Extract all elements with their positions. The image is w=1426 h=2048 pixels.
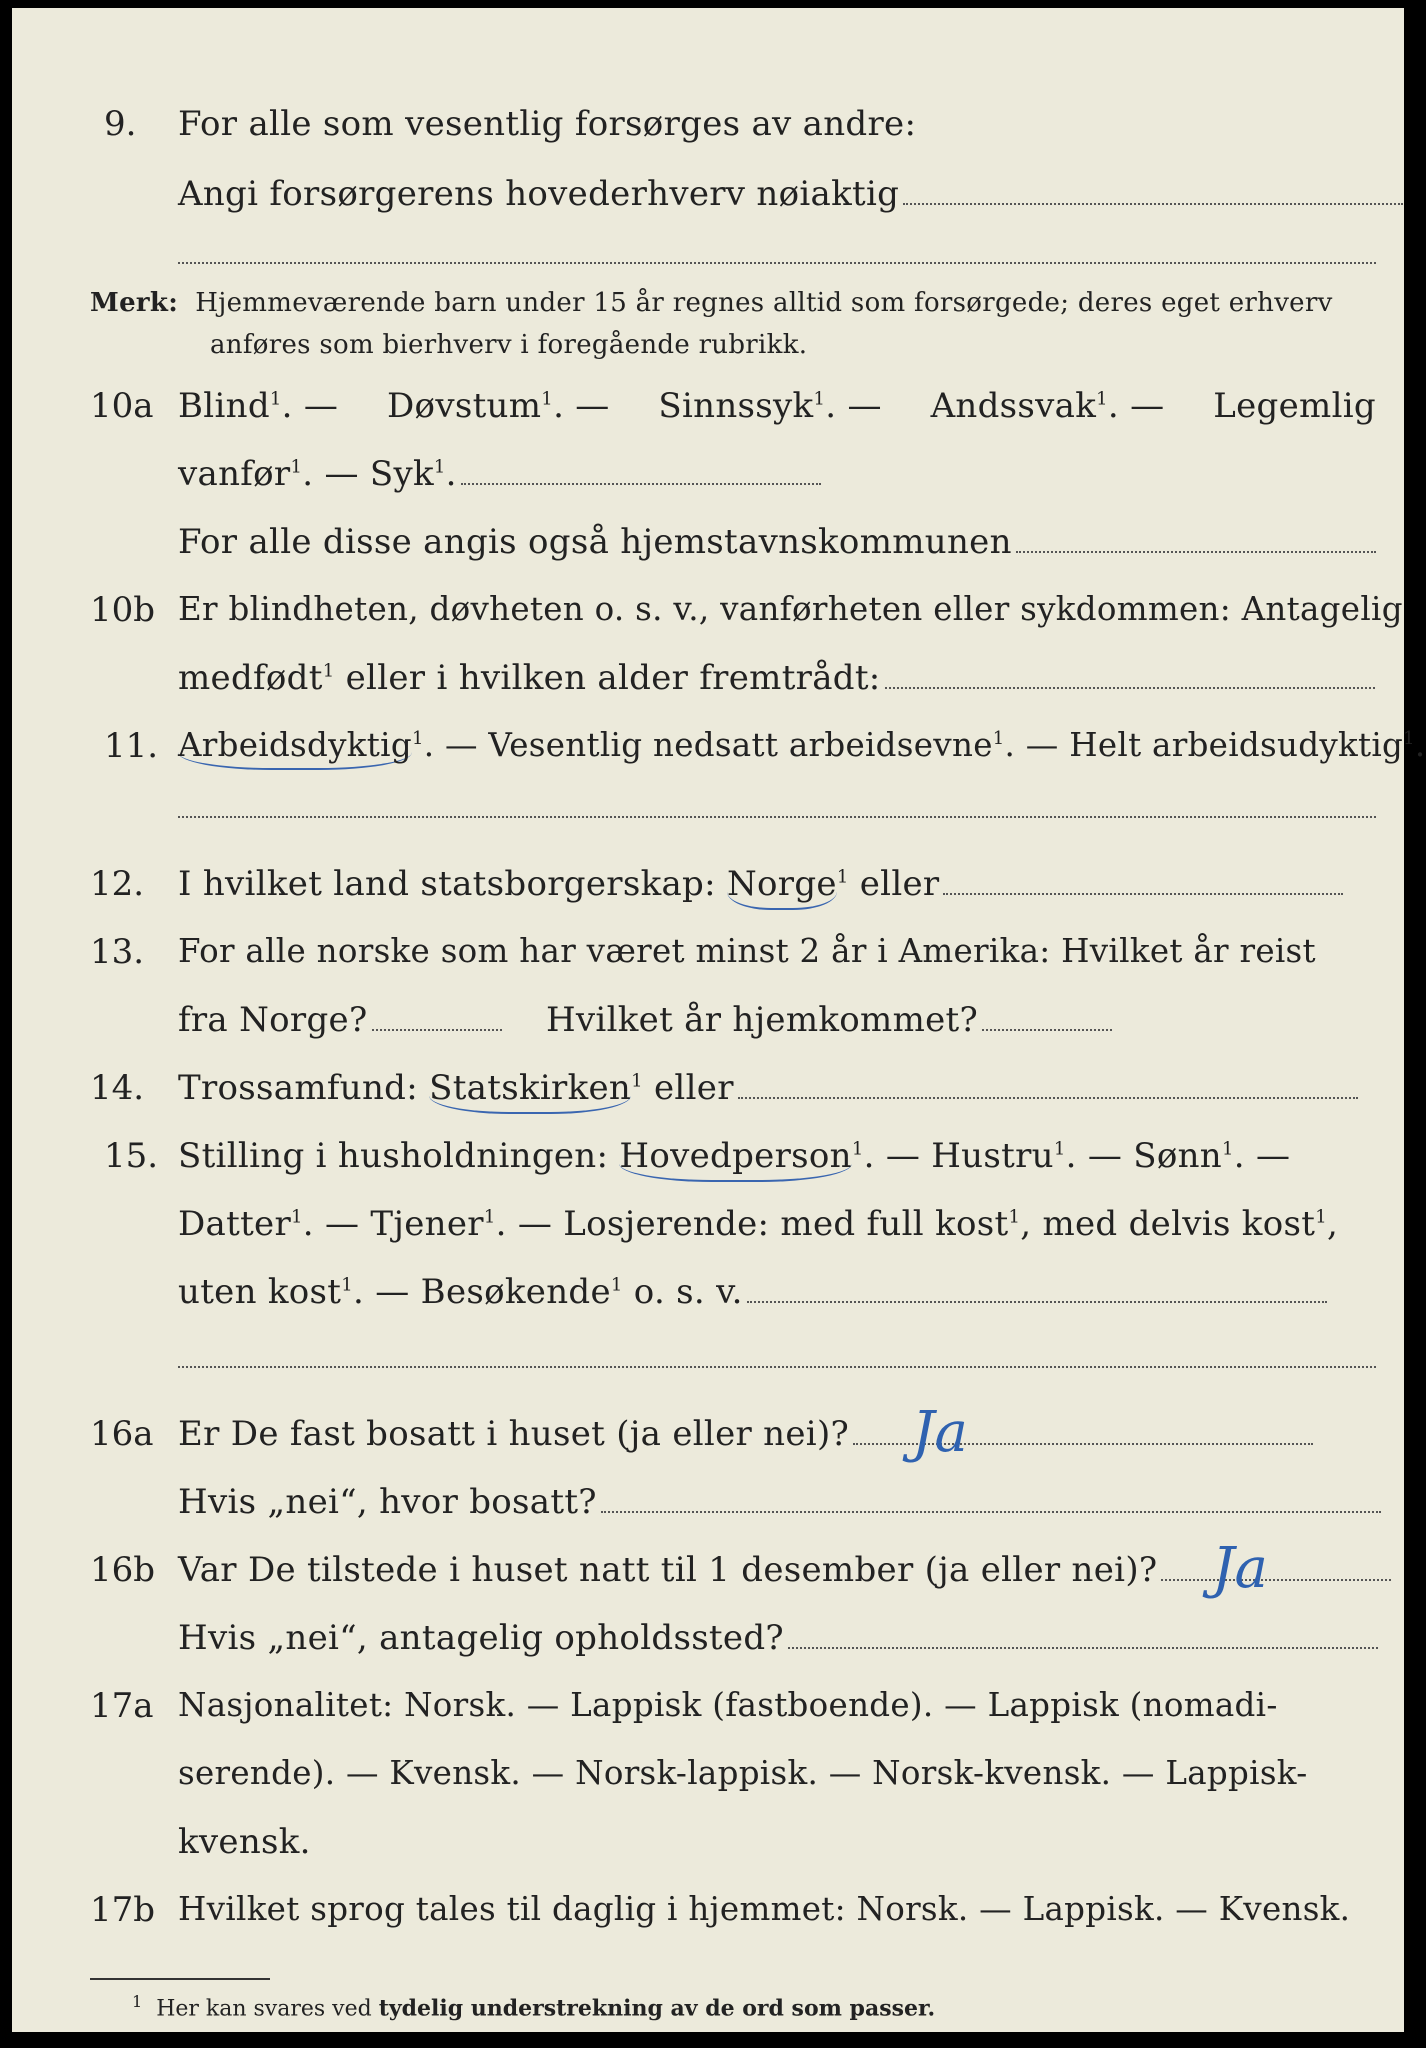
question-number: 16a [90,1414,154,1454]
question-number: 13. [90,932,145,972]
handwritten-answer: Ja [912,1400,968,1465]
question-number: 11. [104,726,159,766]
q10a-line2: vanfør$^1$. — Syk$^1$. [178,454,821,494]
question-number: 16b [90,1550,156,1590]
q15-line1: Stilling i husholdningen: Hovedperson$^1$. — Hustru$^1$. — Sønn$^1$. — [178,1136,1290,1176]
q14-line1: Trossamfund: Statskirken$^1$ eller [178,1068,1358,1108]
q17a-line3: kvensk. [178,1822,311,1862]
handwritten-answer: Ja [1212,1536,1268,1601]
q11-line1: Arbeidsdyktig$^1$. — Vesentlig nedsatt arbeidsevne$^1$. — Helt arbeidsudyktig$^1$. [178,726,1426,764]
q10b-line1: Er blindheten, døvheten o. s. v., vanførheten eller sykdommen: Antagelig [178,590,1403,628]
q10b-line2: medfødt$^1$ eller i hvilken alder fremtrådt: [178,658,1375,698]
q17a-line2: serende). — Kvensk. — Norsk-lappisk. — Norsk-kvensk. — Lappisk- [178,1754,1308,1792]
census-form-page [12,8,1426,2032]
q13-line1: For alle norske som har været minst 2 år i Amerika: Hvilket år reist [178,932,1316,970]
q15-line3: uten kost$^1$. — Besøkende$^1$ o. s. v. [178,1272,1327,1312]
merk-note-line2: anføres som bierhverv i foregående rubrikk. [210,330,808,360]
q16b-line2: Hvis „nei“, antagelig opholdssted? [178,1618,1378,1658]
question-number: 12. [90,864,145,904]
question-number: 17b [90,1890,156,1930]
q16b-line1: Var De tilstede i huset natt til 1 desember (ja eller nei)? [178,1550,1391,1590]
q9-line1: For alle som vesentlig forsørges av andre: [178,104,917,144]
answer-line[interactable] [178,262,1376,264]
q16a-line2: Hvis „nei“, hvor bosatt? [178,1482,1381,1522]
q16a-line1: Er De fast bosatt i huset (ja eller nei)? [178,1414,1313,1454]
q10a-line1: Blind$^1$. — Døvstum$^1$. — Sinnssyk$^1$. — Andssvak$^1$. — Legemlig [178,386,1376,426]
q17a-line1: Nasjonalitet: Norsk. — Lappisk (fastboende). — Lappisk (nomadi- [178,1686,1278,1724]
footnote-rule [90,1978,270,1980]
answer-line[interactable] [178,1366,1376,1368]
q12-line1: I hvilket land statsborgerskap: Norge$^1$ eller [178,864,1343,904]
q15-line2: Datter$^1$. — Tjener$^1$. — Losjerende: med full kost$^1$, med delvis kost$^1$, [178,1204,1339,1244]
question-number: 14. [90,1068,145,1108]
merk-note: Merk: Hjemmeværende barn under 15 år regnes alltid som forsørgede; deres eget erhverv [90,288,1333,318]
question-number: 9. [104,104,137,144]
q13-line2: fra Norge? Hvilket år hjemkommet? [178,1000,1112,1040]
question-number: 10a [90,386,154,426]
q17b-line1: Hvilket sprog tales til daglig i hjemmet: Norsk. — Lappisk. — Kvensk. [178,1890,1351,1928]
answer-line[interactable] [178,816,1376,818]
footnote: $^1$ Her kan svares ved tydelig understrekning av de ord som passer. [132,1992,936,2022]
question-number: 15. [104,1136,159,1176]
q9-line2: Angi forsørgerens hovederhverv nøiaktig [178,174,1403,214]
q10a-line3: For alle disse angis også hjemstavnskommunen [178,522,1376,562]
question-number: 17a [90,1686,154,1726]
question-number: 10b [90,590,156,630]
